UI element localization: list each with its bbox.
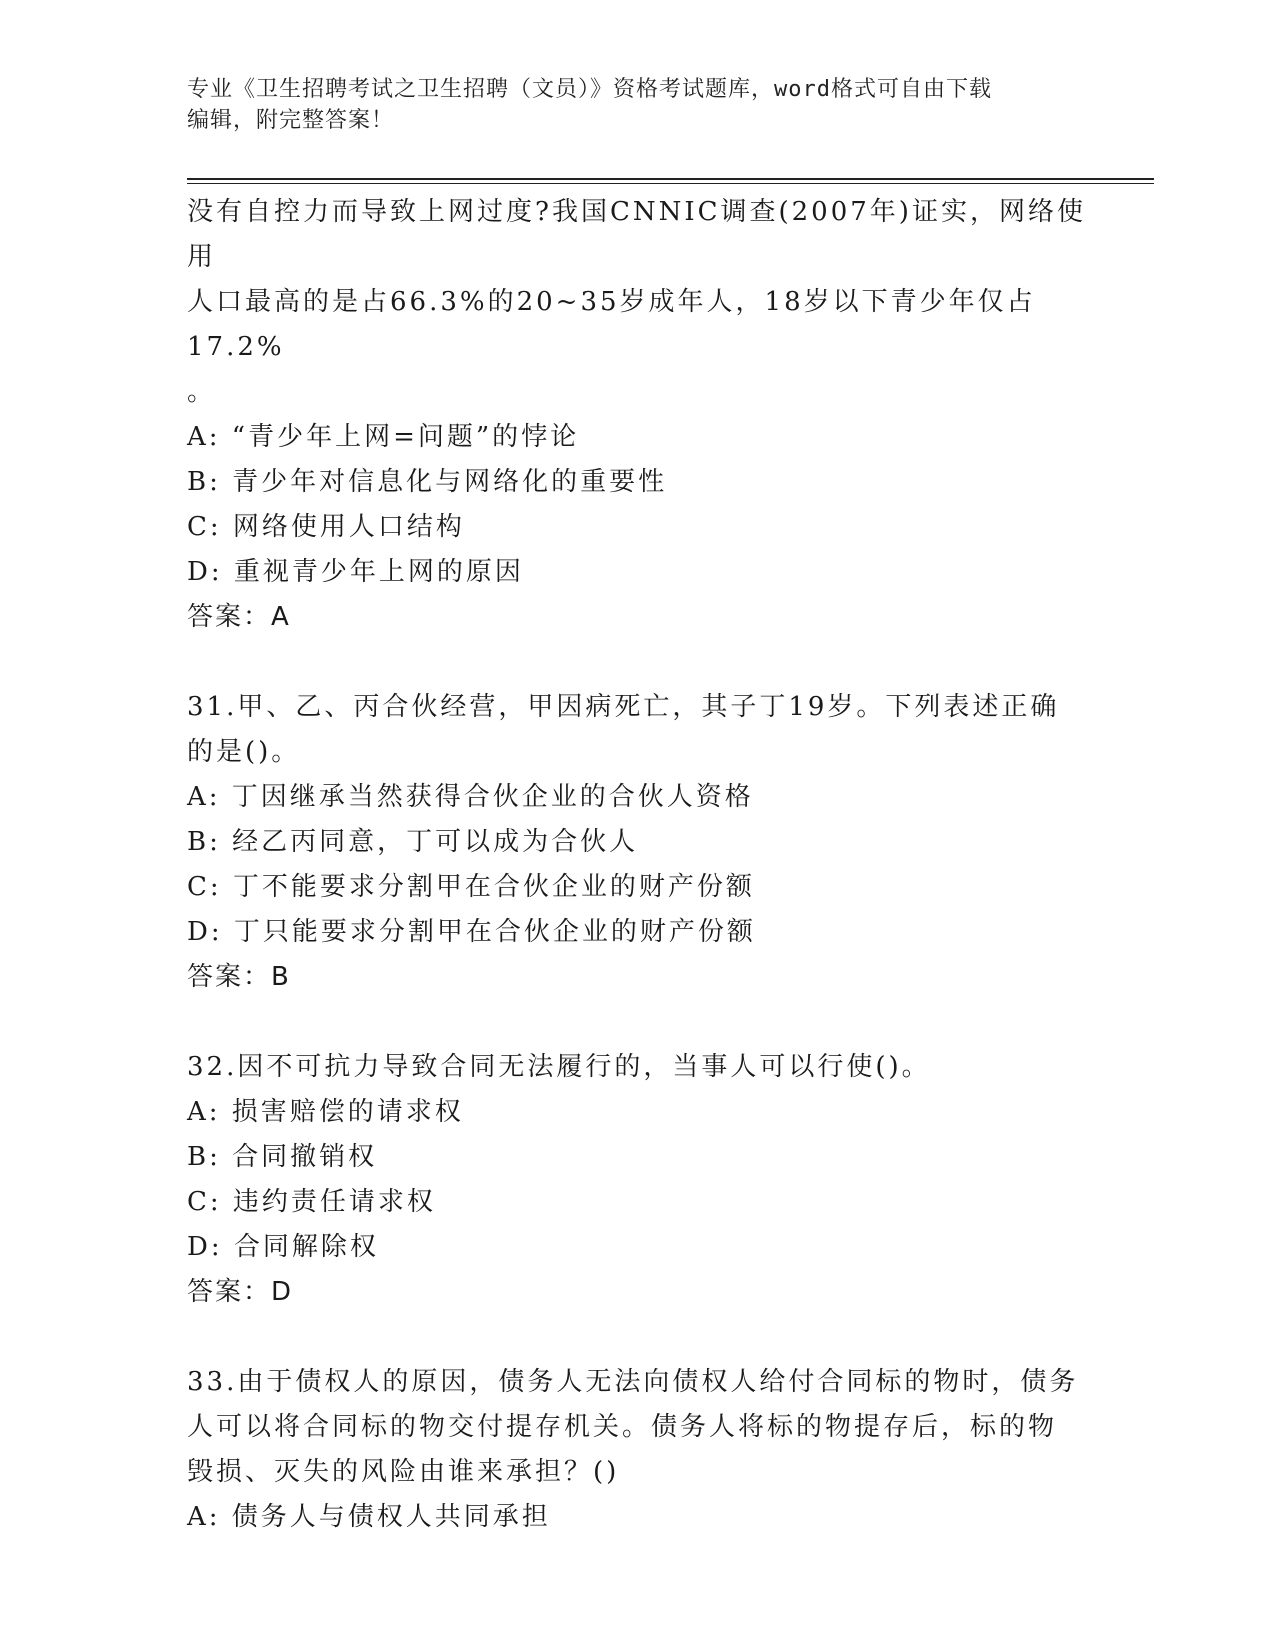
question-text-line: 32.因不可抗力导致合同无法履行的，当事人可以行使()。 (187, 1052, 931, 1082)
question-33 (187, 1360, 1087, 1540)
question-text-line: 的是()。 (187, 737, 301, 767)
document-body (187, 190, 1087, 1540)
header-divider-thick (187, 178, 1154, 180)
option-d: D: 重视青少年上网的原因 (187, 557, 524, 587)
question-text-line: 毁损、灭失的风险由谁来承担？() (187, 1457, 620, 1487)
header-divider-thin (187, 183, 1154, 184)
option-c: C: 网络使用人口结构 (187, 512, 465, 542)
question-intro (187, 190, 1087, 640)
question-text-line: 33.由于债权人的原因，债务人无法向债权人给付合同标的物时，债务 (187, 1367, 1079, 1397)
answer-line: 答案：B (187, 962, 291, 992)
option-a: A: 债务人与债权人共同承担 (187, 1502, 551, 1532)
option-d: D: 丁只能要求分割甲在合伙企业的财产份额 (187, 917, 756, 947)
spacer (187, 640, 1087, 685)
answer-line: 答案：D (187, 1277, 294, 1307)
option-a: A: 丁因继承当然获得合伙企业的合伙人资格 (187, 782, 754, 812)
answer-line: 答案：A (187, 602, 291, 632)
spacer (187, 1315, 1087, 1360)
question-32 (187, 1045, 1087, 1315)
option-b: B: 合同撤销权 (187, 1142, 378, 1172)
option-d: D: 合同解除权 (187, 1232, 379, 1262)
spacer (187, 1000, 1087, 1045)
option-b: B: 青少年对信息化与网络化的重要性 (187, 467, 668, 497)
question-text-line: 31.甲、乙、丙合伙经营，甲因病死亡，其子丁19岁。下列表述正确 (187, 692, 1060, 722)
question-31 (187, 685, 1087, 1000)
option-c: C: 丁不能要求分割甲在合伙企业的财产份额 (187, 872, 755, 902)
question-text-line: 没有自控力而导致上网过度?我国CNNIC调查(2007年)证实，网络使用 (187, 197, 1086, 272)
header-line-1: 专业《卫生招聘考试之卫生招聘（文员）》资格考试题库，word格式可自由下载 (187, 77, 992, 102)
question-text-line: 人口最高的是占66.3%的20~35岁成年人，18岁以下青少年仅占17.2% (187, 287, 1036, 362)
option-a: A: 损害赔偿的请求权 (187, 1097, 464, 1127)
option-b: B: 经乙丙同意，丁可以成为合伙人 (187, 827, 639, 857)
document-header (187, 74, 1067, 136)
question-text-line: 。 (187, 377, 217, 407)
option-c: C: 违约责任请求权 (187, 1187, 436, 1217)
option-a: A: “青少年上网=问题”的悖论 (187, 422, 580, 452)
header-line-2: 编辑，附完整答案！ (187, 108, 395, 133)
question-text-line: 人可以将合同标的物交付提存机关。债务人将标的物提存后，标的物 (187, 1412, 1058, 1442)
